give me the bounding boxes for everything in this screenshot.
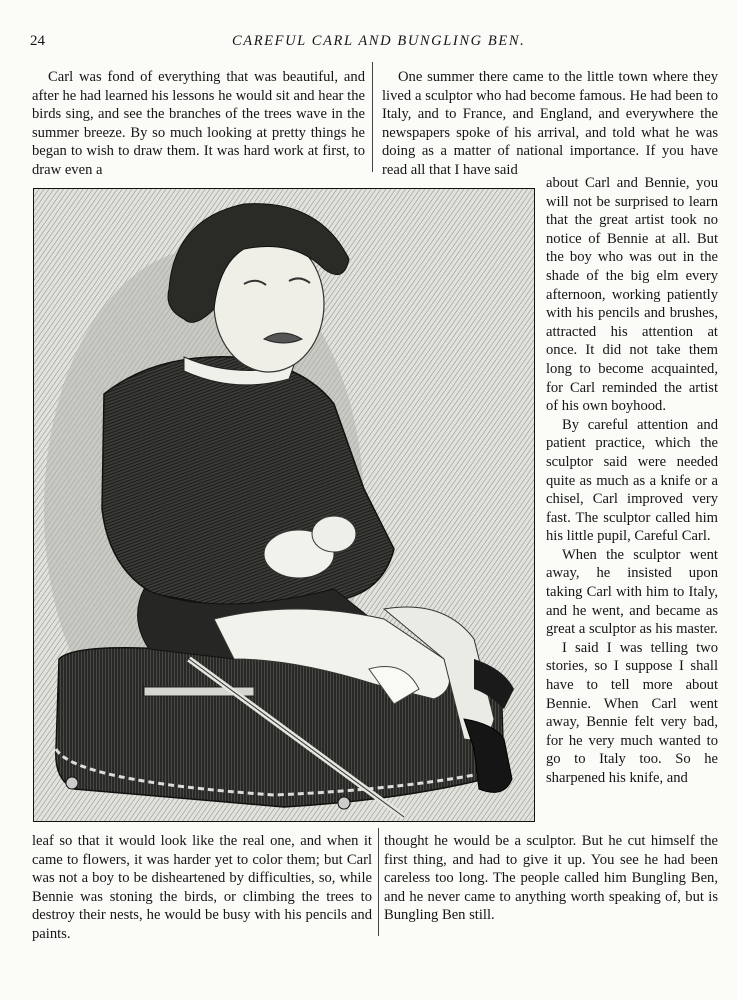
paragraph-bungling-ben: thought he would be a sculptor. But he cut himself the first thing, and had to give it up. You see he had been careless too long. The people called him Bungling Ben, and he never came to anything worth speaking of, but is Bungling Ben still. xyxy=(384,833,718,924)
paragraph-carl-fond: Carl was fond of everything that was beautiful, and after he had learned his lessons he would sit and hear the birds sing, and see the branches of the trees wave in the summer breeze. By so much looking at pretty things he began to wish to draw them. It was hard work at first, to draw even a xyxy=(32,69,365,178)
right-column-top xyxy=(382,68,718,180)
left-column-top xyxy=(32,68,365,180)
left-column-bottom xyxy=(32,832,372,944)
paragraph-sculptor-arrival: One summer there came to the little town where they lived a sculptor who had become famous. He had been to Italy, and to France, and England, and everywhere the newspapers spoke of his arrival, and told what he was doing as a matter of national importance. If you have read all that I have said xyxy=(382,69,718,178)
paragraph-leaf-flowers: leaf so that it would look like the real one, and when it came to flowers, it was harder yet to color them; but Carl was not a boy to be disheartened by difficulties, so, while Bennie was stoning the birds, or climbing the trees to destroy their nests, he would be busy with his pencils and paints. xyxy=(32,833,372,942)
paragraph-sculptor-went-away: When the sculptor went away, he insisted upon taking Carl with him to Italy, and he went, and became as great a sculptor as his master. xyxy=(546,546,718,638)
paragraph-great-artist: about Carl and Bennie, you will not be surprised to learn that the great artist took no notice of Bennie at all. But the boy who was out in the shade of the big elm every afternoon, working patiently with his pencils and brushes, attracted his attention at once. It did not take them long to become acquainted, for Carl reminded the artist of his own boyhood. xyxy=(546,175,718,415)
right-column-bottom xyxy=(384,832,718,925)
column-divider-bottom xyxy=(378,828,379,936)
running-head-title: CAREFUL CARL AND BUNGLING BEN. xyxy=(232,33,526,49)
right-side-column xyxy=(546,174,718,788)
paragraph-careful-attention: By careful attention and patient practice, which the sculptor said were needed quite as much as a knife or a chisel, Carl improved very fast. The sculptor called him his little pupil, Careful Carl. xyxy=(546,416,718,545)
page-number: 24 xyxy=(30,33,45,49)
engraving-crying-boy-on-footstool xyxy=(33,188,535,822)
column-divider-top xyxy=(372,62,373,172)
paragraph-two-stories: I said I was telling two stories, so I suppose I shall have to tell more about Bennie. When Carl went away, Bennie felt very bad, for he very much wanted to go to Italy too. So he sharpened his knife, and xyxy=(546,639,718,786)
